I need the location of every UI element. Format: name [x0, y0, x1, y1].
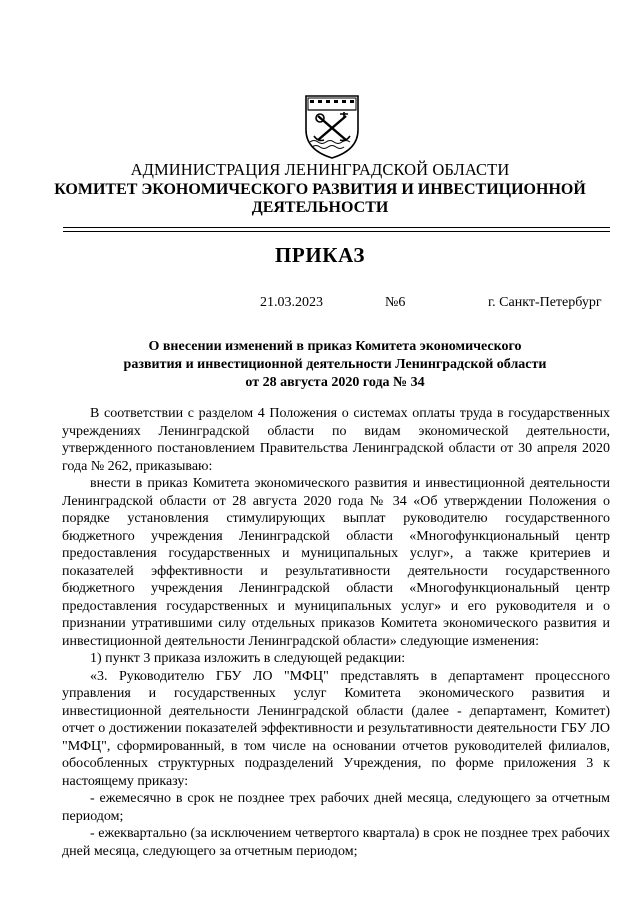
body-paragraph: «3. Руководителю ГБУ ЛО "МФЦ" представлять в департамент процессного управления и государственных услуг Комитета экономического развития и инвестиционной деятельности Ленинградской области (далее - департамент, Комитет) отчет о достижении показателей эффективности и результативности деятельности ГБУ ЛО "МФЦ", сформированный, в том числе на основании отчетов руководителей филиалов, обособленных структурных подразделений Учреждения, по форме приложения 3 к настоящему приказу: — [62, 668, 610, 789]
subject-line3: от 28 августа 2020 года № 34 — [245, 375, 425, 390]
body-list-item: - ежеквартально (за исключением четвертого квартала) в срок не позднее трех рабочих дней месяца, следующего за отчетным периодом; — [62, 826, 610, 859]
body-paragraph: внести в приказ Комитета экономического развития и инвестиционной деятельности Ленинградской области от 28 августа 2020 года № 34 «Об утверждении Положения о порядке установления стимулирующих выплат руководителю государственного бюджетного учреждения Ленинградской области «Многофункциональный центр предоставления государственных и муниципальных услуг», а также критериев и показателей эффективности и результативности деятельности государственного бюджетного учреждения Ленинградской области «Многофункциональный центр предоставления государственных и муниципальных услуг» и его руководителя и о признании утратившими силу отдельных приказов Комитета экономического развития и инвестиционной деятельности Ленинградской области» следующие изменения: — [62, 476, 610, 649]
document-body — [62, 405, 610, 860]
body-paragraph: 1) пункт 3 приказа изложить в следующей редакции: — [90, 651, 406, 666]
header-divider — [63, 227, 610, 228]
body-paragraph: В соответствии с разделом 4 Положения о системах оплаты труда в государственных учреждениях Ленинградской области по видам экономической деятельности, утвержденного постановлением Правительства Ленинградской области от 30 апреля 2020 года № 262, приказываю: — [62, 406, 610, 474]
header-divider-thin — [63, 231, 610, 232]
committee-name-line2: ДЕЯТЕЛЬНОСТИ — [251, 199, 389, 216]
subject-line1: О внесении изменений в приказ Комитета экономического — [148, 339, 522, 354]
committee-name — [0, 181, 640, 217]
document-date: 21.03.2023 — [260, 295, 323, 310]
administration-name: АДМИНИСТРАЦИЯ ЛЕНИНГРАДСКОЙ ОБЛАСТИ — [130, 160, 510, 179]
body-list-item: - ежемесячно в срок не позднее трех рабочих дней месяца, следующего за отчетным периодом; — [62, 791, 610, 824]
subject-line2: развития и инвестиционной деятельности Ленинградской области — [123, 357, 547, 372]
document-type: ПРИКАЗ — [274, 243, 366, 267]
document-number: №6 — [385, 295, 406, 310]
coat-of-arms-icon — [300, 90, 364, 160]
document-subject — [100, 338, 570, 392]
committee-name-line1: КОМИТЕТ ЭКОНОМИЧЕСКОГО РАЗВИТИЯ И ИНВЕСТИЦИОННОЙ — [54, 181, 586, 198]
document-city: г. Санкт-Петербург — [488, 295, 602, 310]
